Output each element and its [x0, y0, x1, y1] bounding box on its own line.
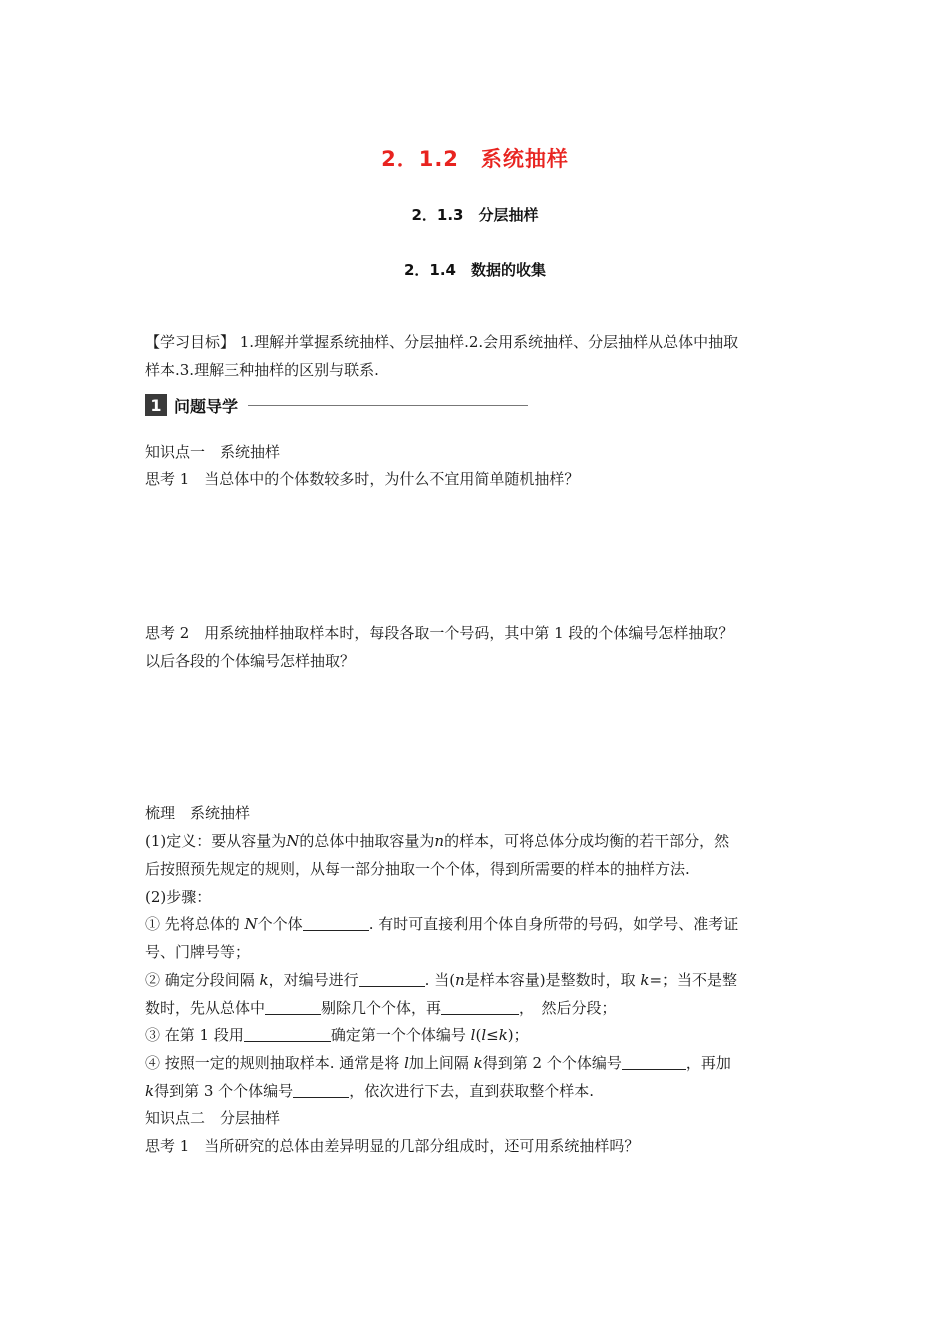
step-3-text-d: ≤ [486, 1026, 499, 1044]
fill-blank [293, 1083, 349, 1098]
subtitle-data-collection: 2．1.4 数据的收集 [403, 261, 546, 279]
step-4-text-c: 得到第 2 个个体编号 [482, 1054, 622, 1072]
knowledge-point-2-heading: 知识点二 分层抽样 [145, 1109, 281, 1127]
think-2-question-line-2: 以后各段的个体编号怎样抽取？ [145, 652, 356, 670]
step-1-text-b: 个个体 [257, 915, 303, 933]
step-3-text-b: 确定第一个个体编号 [330, 1026, 471, 1044]
definition-text-1: (1)定义：要从容量为 [145, 832, 287, 850]
fill-blank [359, 972, 425, 987]
step-3-line [145, 1024, 815, 1046]
fill-blank [244, 1027, 331, 1042]
step-4-line-2 [145, 1080, 815, 1102]
think-2-question-line-1: 思考 2 用系统抽样抽取样本时，每段各取一个号码，其中第 1 段的个体编号怎样抽取？ [145, 624, 734, 642]
var-k: k [640, 971, 650, 989]
section-divider [248, 405, 528, 406]
step-3-text-a: ③ 在第 1 段用 [145, 1026, 244, 1044]
step-2-text-e: =；当不是整 [649, 971, 738, 989]
step-4-text-e: 得到第 3 个个体编号 [154, 1082, 294, 1100]
step-2-text-g: 剔除几个个体，再 [321, 999, 442, 1017]
var-k: k [473, 1054, 483, 1072]
section-title: 问题导学 [174, 396, 239, 416]
fill-blank [303, 916, 369, 931]
step-3-text-c: ( [475, 1026, 482, 1044]
objectives-line-2: 样本.3.理解三种抽样的区别与联系. [145, 361, 379, 379]
step-2-text-b: ，对编号进行 [268, 971, 359, 989]
section-banner [145, 393, 528, 417]
var-N: N [244, 915, 258, 933]
step-2-text-f: 数时，先从总体中 [145, 999, 266, 1017]
var-n: n [455, 971, 465, 989]
steps-heading: (2)步骤： [145, 888, 212, 906]
step-2-line-2 [145, 997, 815, 1019]
section-number-badge: 1 [145, 394, 167, 416]
step-3-text-e: )； [507, 1026, 529, 1044]
var-N: N [286, 832, 300, 850]
knowledge-point-1-heading: 知识点一 系统抽样 [145, 443, 281, 461]
var-n: n [434, 832, 445, 850]
step-1-line-1 [145, 913, 815, 935]
step-2-line-1 [145, 969, 815, 991]
definition-text-3: 的样本，可将总体分成均衡的若干部分，然 [444, 832, 730, 850]
fill-blank [441, 1000, 519, 1015]
step-2-text-c: . 当( [424, 971, 456, 989]
var-l: l [470, 1026, 476, 1044]
definition-line-2: 后按照预先规定的规则，从每一部分抽取一个个体，得到所需要的样本的抽样方法. [145, 860, 690, 878]
step-2-text-a: ② 确定分段间隔 [145, 971, 260, 989]
subtitle-stratified: 2．1.3 分层抽样 [411, 206, 539, 224]
var-l: l [404, 1054, 409, 1072]
page-title: 2．1.2 系统抽样 [381, 147, 569, 171]
step-4-text-f: ，依次进行下去，直到获取整个样本. [349, 1082, 594, 1100]
think-1-question: 思考 1 当总体中的个体数较多时，为什么不宜用简单随机抽样？ [145, 470, 580, 488]
step-1-text-c: . 有时可直接利用个体自身所带的号码，如学号、准考证 [368, 915, 739, 933]
step-2-text-h: ， 然后分段； [519, 999, 617, 1017]
definition-text-2: 的总体中抽取容量为 [299, 832, 435, 850]
step-1-text-a: ① 先将总体的 [145, 915, 245, 933]
think-1-stratified-question: 思考 1 当所研究的总体由差异明显的几部分组成时，还可用系统抽样吗？ [145, 1137, 640, 1155]
var-k: k [145, 1082, 155, 1100]
summary-heading: 梳理 系统抽样 [145, 804, 251, 822]
fill-blank [265, 1000, 321, 1015]
var-k: k [498, 1026, 508, 1044]
objectives-line-1: 【学习目标】 1.理解并掌握系统抽样、分层抽样.2.会用系统抽样、分层抽样从总体中抽取 [145, 333, 739, 351]
step-2-text-d: 是样本容量)是整数时，取 [464, 971, 641, 989]
step-4-line-1 [145, 1052, 815, 1074]
step-4-text-b: 加上间隔 [408, 1054, 474, 1072]
definition-line-1 [145, 830, 815, 852]
step-4-text-d: ，再加 [685, 1054, 731, 1072]
fill-blank [622, 1055, 686, 1070]
step-1-line-2: 号、门牌号等； [145, 943, 251, 961]
var-l: l [481, 1026, 487, 1044]
step-4-text-a: ④ 按照一定的规则抽取样本. 通常是将 [145, 1054, 405, 1072]
var-k: k [259, 971, 269, 989]
